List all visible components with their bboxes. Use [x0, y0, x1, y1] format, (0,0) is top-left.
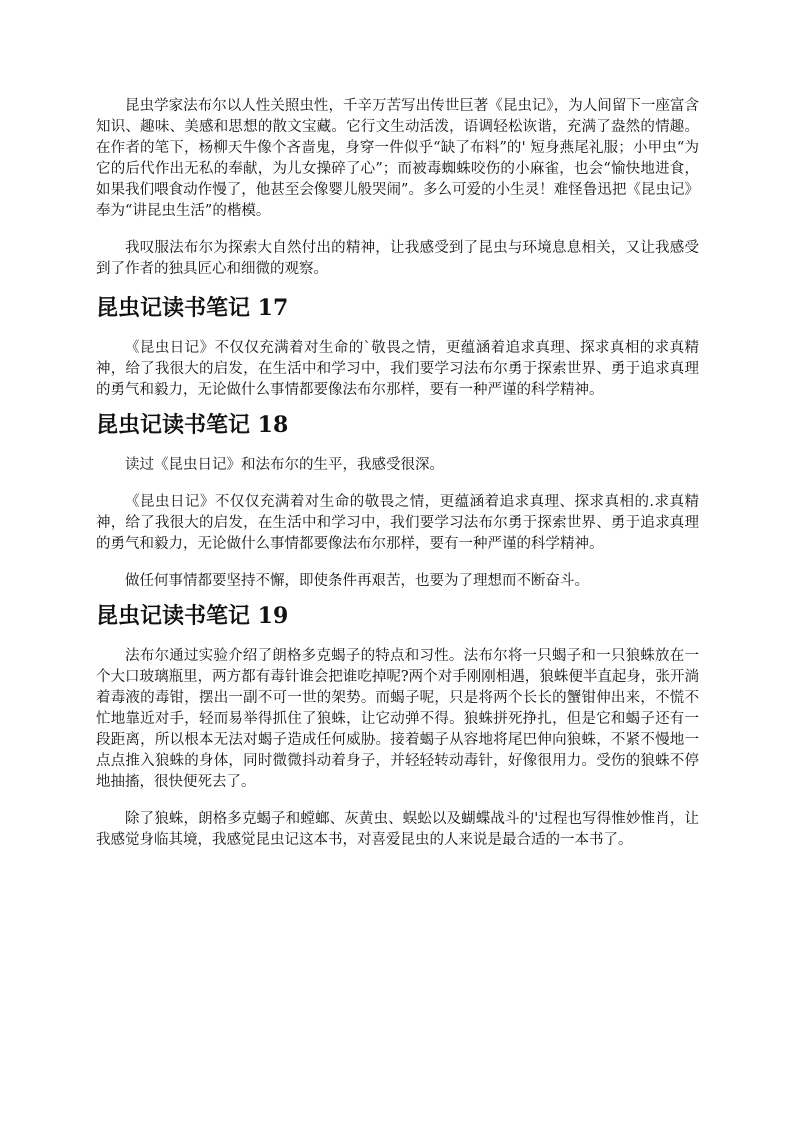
- intro-paragraph-1: 昆虫学家法布尔以人性关照虫性，千辛万苦写出传世巨著《昆虫记》，为人间留下一座富含知识、趣味、美感和思想的散文宝藏。它行文生动活泼，语调轻松诙谐，充满了盎然的情趣。在作者的笔下，杨柳天牛像个吝啬鬼，身穿一件似乎“缺了布料”的' 短身燕尾礼服；小甲虫“为它的后代作出无私的奉献，为儿女操碎了心”；而被毒蜘蛛咬伤的小麻雀，也会“愉快地进食，如果我们喂食动作慢了，他甚至会像婴儿般哭闹”。多么可爱的小生灵！难怪鲁迅把《昆虫记》奉为“讲昆虫生活”的楷模。: [96, 98, 699, 219]
- section-17: [96, 294, 699, 401]
- section-18: [96, 411, 699, 592]
- document-page: [96, 96, 699, 851]
- section-title: 昆虫记读书笔记 18: [96, 412, 289, 438]
- section-paragraph: 除了狼蛛，朗格多克蝎子和螳螂、灰黄虫、蜈蚣以及蝴蝶战斗的'过程也写得惟妙惟肖，让我感觉身临其境，我感觉昆虫记这本书，对喜爱昆虫的人来说是最合适的一本书了。: [96, 811, 699, 848]
- section-paragraph: 《昆虫日记》不仅仅充满着对生命的`敬畏之情，更蕴涵着追求真理、探求真相的求真精神，给了我很大的启发，在生活中和学习中，我们要学习法布尔勇于探索世界、勇于追求真理的勇气和毅力，无论做什么事情都要像法布尔那样，要有一种严谨的科学精神。: [96, 340, 699, 398]
- intro-paragraph-2: 我叹服法布尔为探索大自然付出的精神，让我感受到了昆虫与环境息息相关，又让我感受到了作者的独具匠心和细微的观察。: [96, 240, 699, 277]
- section-title: 昆虫记读书笔记 17: [96, 295, 289, 321]
- section-paragraph: 法布尔通过实验介绍了朗格多克蝎子的特点和习性。法布尔将一只蝎子和一只狼蛛放在一个大口玻璃瓶里，两方都有毒针谁会把谁吃掉呢?两个对手刚刚相遇，狼蛛便半直起身，张开淌着毒液的毒钳，摆出一副不可一世的架势。而蝎子呢，只是将两个长长的蟹钳伸出来，不慌不忙地靠近对手，轻而易举得抓住了狼蛛，让它动弹不得。狼蛛拼死挣扎，但是它和蝎子还有一段距离，所以根本无法对蝎子造成任何威胁。接着蝎子从容地将尾巴伸向狼蛛，不紧不慢地一点点推入狼蛛的身体，同时微微抖动着身子，并轻轻转动毒针，好像很用力。受伤的狼蛛不停地抽搐，很快便死去了。: [96, 648, 699, 790]
- section-paragraph: 《昆虫日记》不仅仅充满着对生命的敬畏之情，更蕴涵着追求真理、探求真相的.求真精神，给了我很大的启发，在生活中和学习中，我们要学习法布尔勇于探索世界、勇于追求真理的勇气和毅力，无论做什么事情都要像法布尔那样，要有一种严谨的科学精神。: [96, 494, 699, 552]
- section-19: [96, 602, 699, 851]
- intro-block: [96, 96, 699, 280]
- section-paragraph: 读过《昆虫日记》和法布尔的生平，我感受很深。: [125, 457, 444, 473]
- section-paragraph: 做任何事情都要坚持不懈，即使条件再艰苦，也要为了理想而不断奋斗。: [125, 573, 589, 589]
- section-title: 昆虫记读书笔记 19: [96, 603, 289, 629]
